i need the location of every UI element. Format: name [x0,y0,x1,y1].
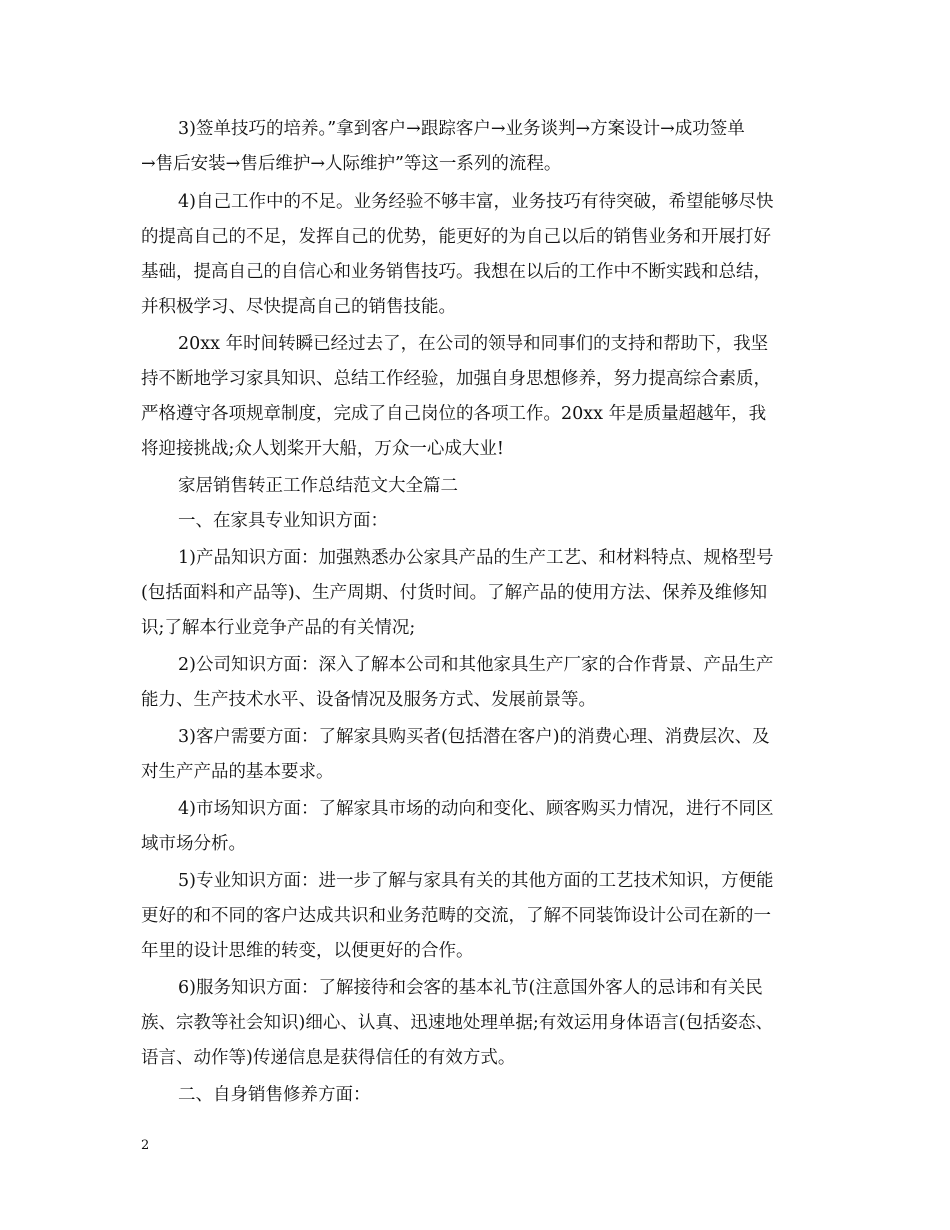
section-heading: 一、在家具专业知识方面： [178,511,388,531]
section-heading: 家居销售转正工作总结范文大全篇二 [178,476,458,496]
text-line: 语言、动作等)传递信息是获得信任的有效方式。 [141,1048,516,1068]
text-line: 识;了解本行业竞争产品的有关情况; [141,618,416,638]
text-line: 2)公司知识方面：深入了解本公司和其他家具生产厂家的合作背景、产品生产 [178,655,774,675]
text-line: 域市场分析。 [141,834,246,854]
text-line: 严格遵守各项规章制度，完成了自己岗位的各项工作。20xx 年是质量超越年，我 [141,404,767,424]
text-line: 的提高自己的不足，发挥自己的优势，能更好的为自己以后的销售业务和开展打好 [141,227,771,247]
text-line: →售后安装→售后维护→人际维护”等这一系列的流程。 [141,154,562,174]
text-line: 3)签单技巧的培养。”拿到客户→跟踪客户→业务谈判→方案设计→成功签单 [178,119,745,139]
text-line: 将迎接挑战;众人划桨开大船，万众一心成大业! [141,439,504,459]
page-number: 2 [141,1138,150,1153]
text-line: 5)专业知识方面：进一步了解与家具有关的其他方面的工艺技术知识，方便能 [178,871,774,891]
text-line: 持不断地学习家具知识、总结工作经验，加强自身思想修养，努力提高综合素质， [141,369,771,389]
text-line: 更好的和不同的客户达成共识和业务范畴的交流，了解不同装饰设计公司在新的一 [141,906,771,926]
text-line: 族、宗教等社会知识)细心、认真、迅速地处理单据;有效运用身体语言(包括姿态、 [141,1013,774,1033]
text-line: 年里的设计思维的转变，以便更好的合作。 [141,941,474,961]
text-line: 能力、生产技术水平、设备情况及服务方式、发展前景等。 [141,690,596,710]
text-line: 并积极学习、尽快提高自己的销售技能。 [141,297,456,317]
text-line: 对生产产品的基本要求。 [141,762,334,782]
text-line: 20xx 年时间转瞬已经过去了，在公司的领导和同事们的支持和帮助下，我坚 [178,334,769,354]
text-line: 6)服务知识方面：了解接待和会客的基本礼节(注意国外客人的忌讳和有关民 [178,978,763,998]
text-line: 3)客户需要方面：了解家具购买者(包括潜在客户)的消费心理、消费层次、及 [178,727,770,747]
text-line: 1)产品知识方面：加强熟悉办公家具产品的生产工艺、和材料特点、规格型号 [178,548,774,568]
text-line: 4)自己工作中的不足。业务经验不够丰富，业务技巧有待突破，希望能够尽快 [178,192,774,212]
text-line: (包括面料和产品等)、生产周期、付货时间。了解产品的使用方法、保养及维修知 [141,583,768,603]
text-line: 基础，提高自己的自信心和业务销售技巧。我想在以后的工作中不断实践和总结， [141,262,771,282]
section-heading: 二、自身销售修养方面： [178,1085,371,1105]
text-line: 4)市场知识方面：了解家具市场的动向和变化、顾客购买力情况，进行不同区 [178,799,774,819]
